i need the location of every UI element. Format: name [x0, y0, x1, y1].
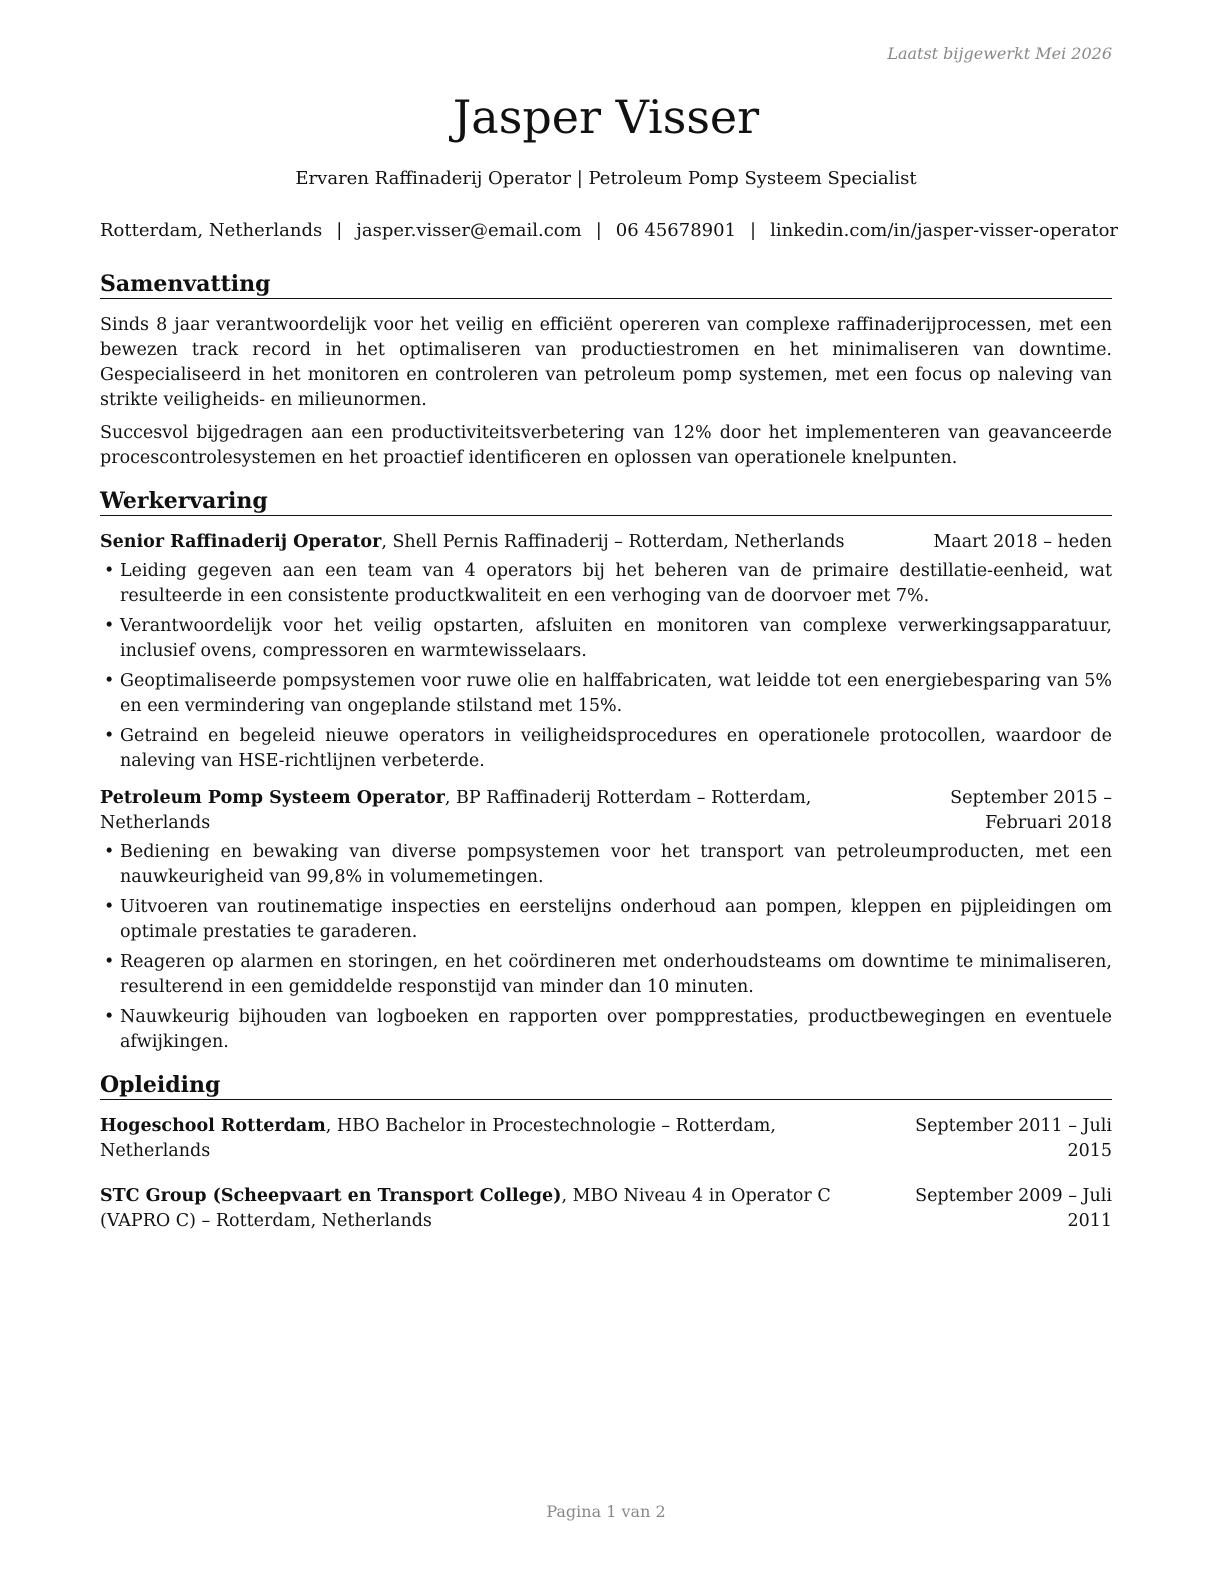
contact-location: Rotterdam, Netherlands: [100, 220, 323, 241]
candidate-name: Jasper Visser: [452, 90, 760, 144]
contact-email[interactable]: jasper.visser@email.com: [356, 220, 582, 241]
job-dates: September 2015 – Februari 2018: [950, 788, 1112, 833]
summary-paragraph: Succesvol bijgedragen aan een productiviteitsverbetering van 12% door het implementeren van geavanceerde procescontrolesystemen en het proactief identificeren en oplossen van operationele knelpunten.: [100, 423, 1112, 468]
job-title-line: [100, 786, 862, 836]
job-bullet: • Bediening en bewaking van diverse pompsystemen voor het transport van petroleumproducten, met een nauwkeurigheid van 99,8% in volumemetingen.: [100, 840, 1112, 890]
job-bullet: • Reageren op alarmen en storingen, en het coördineren met onderhoudsteams om downtime te minimaliseren, resulterend in een gemiddelde responstijd van minder dan 10 minuten.: [100, 950, 1112, 1000]
job-header: [100, 786, 1112, 836]
last-updated-note: Laatst bijgewerkt Mei 2026: [887, 44, 1112, 63]
job-bullet: • Verantwoordelijk voor het veilig opstarten, afsluiten en monitoren van complexe verwerkingsapparatuur, inclusief ovens, compressoren en warmtewisselaars.: [100, 614, 1112, 664]
education-details: , MBO Niveau 4 in Operator C (VAPRO C) – Rotterdam, Netherlands: [100, 1186, 831, 1231]
education-line: [100, 1184, 862, 1234]
job-bullets: [100, 559, 1112, 774]
headline: Ervaren Raffinaderij Operator | Petroleum Pomp Systeem Specialist: [295, 168, 917, 189]
job-entry: [100, 530, 1112, 774]
job-entry: [100, 786, 1112, 1055]
job-bullet: • Getraind en begeleid nieuwe operators in veiligheidsprocedures en operationele protocollen, waardoor de naleving van HSE-richtlijnen verbeterde.: [100, 724, 1112, 774]
section-title-summary: Samenvatting: [100, 270, 1112, 299]
education-entry: [100, 1184, 1112, 1234]
summary-paragraph: Sinds 8 jaar verantwoordelijk voor het veilig en efficiënt opereren van complexe raffinaderijprocessen, met een bewezen track record in het optimaliseren van productiestromen en het minimaliseren van downtime. Gespecialiseerd in het monitoren en controleren van petroleum pomp systemen, met een focus op naleving van strikte veiligheids- en milieunormen.: [100, 315, 1112, 410]
job-bullet: • Nauwkeurig bijhouden van logboeken en rapporten over pompprestaties, productbewegingen en eventuele afwijkingen.: [100, 1005, 1112, 1055]
job-role: Petroleum Pomp Systeem Operator: [100, 788, 445, 808]
summary-section: [100, 270, 1112, 471]
job-title-line: [100, 530, 923, 555]
job-bullet: • Leiding gegeven aan een team van 4 operators bij het beheren van de primaire destillatie-eenheid, wat resulteerde in een consistente productkwaliteit en een verhoging van de doorvoer met 7%.: [100, 559, 1112, 609]
contact-line: [100, 219, 1119, 243]
job-bullets: [100, 840, 1112, 1055]
job-role: Senior Raffinaderij Operator: [100, 532, 382, 552]
education-section: [100, 1071, 1112, 1234]
job-details: , Shell Pernis Raffinaderij – Rotterdam, Netherlands: [381, 532, 845, 552]
job-details: , BP Raffinaderij Rotterdam – Rotterdam, Netherlands: [100, 788, 812, 833]
education-dates: September 2011 – Juli 2015: [915, 1116, 1112, 1161]
section-title-experience: Werkervaring: [100, 487, 1112, 516]
job-header: [100, 530, 1112, 555]
experience-section: [100, 487, 1112, 1055]
education-school: Hogeschool Rotterdam: [100, 1116, 326, 1136]
resume-content: [100, 270, 1112, 1254]
job-dates: Maart 2018 – heden: [933, 532, 1112, 552]
section-title-education: Opleiding: [100, 1071, 1112, 1100]
contact-separator: |: [336, 220, 343, 241]
education-dates: September 2009 – Juli 2011: [915, 1186, 1112, 1231]
contact-phone: 06 45678901: [615, 220, 737, 241]
resume-page: [100, 0, 1119, 1584]
job-bullet: • Uitvoeren van routinematige inspecties en eerstelijns onderhoud aan pompen, kleppen en pijpleidingen om optimale prestaties te garaderen.: [100, 895, 1112, 945]
education-line: [100, 1114, 862, 1164]
education-entry: [100, 1114, 1112, 1164]
contact-separator: |: [750, 220, 757, 241]
job-bullet: • Geoptimaliseerde pompsystemen voor ruwe olie en halffabricaten, wat leidde tot een energiebesparing van 5% en een vermindering van ongeplande stilstand met 15%.: [100, 669, 1112, 719]
education-details: , HBO Bachelor in Procestechnologie – Rotterdam, Netherlands: [100, 1116, 776, 1161]
contact-separator: |: [595, 220, 602, 241]
contact-linkedin[interactable]: linkedin.com/in/jasper-visser-operator: [770, 220, 1119, 241]
education-school: STC Group (Scheepvaart en Transport College): [100, 1186, 562, 1206]
page-number: Pagina 1 van 2: [546, 1502, 666, 1521]
